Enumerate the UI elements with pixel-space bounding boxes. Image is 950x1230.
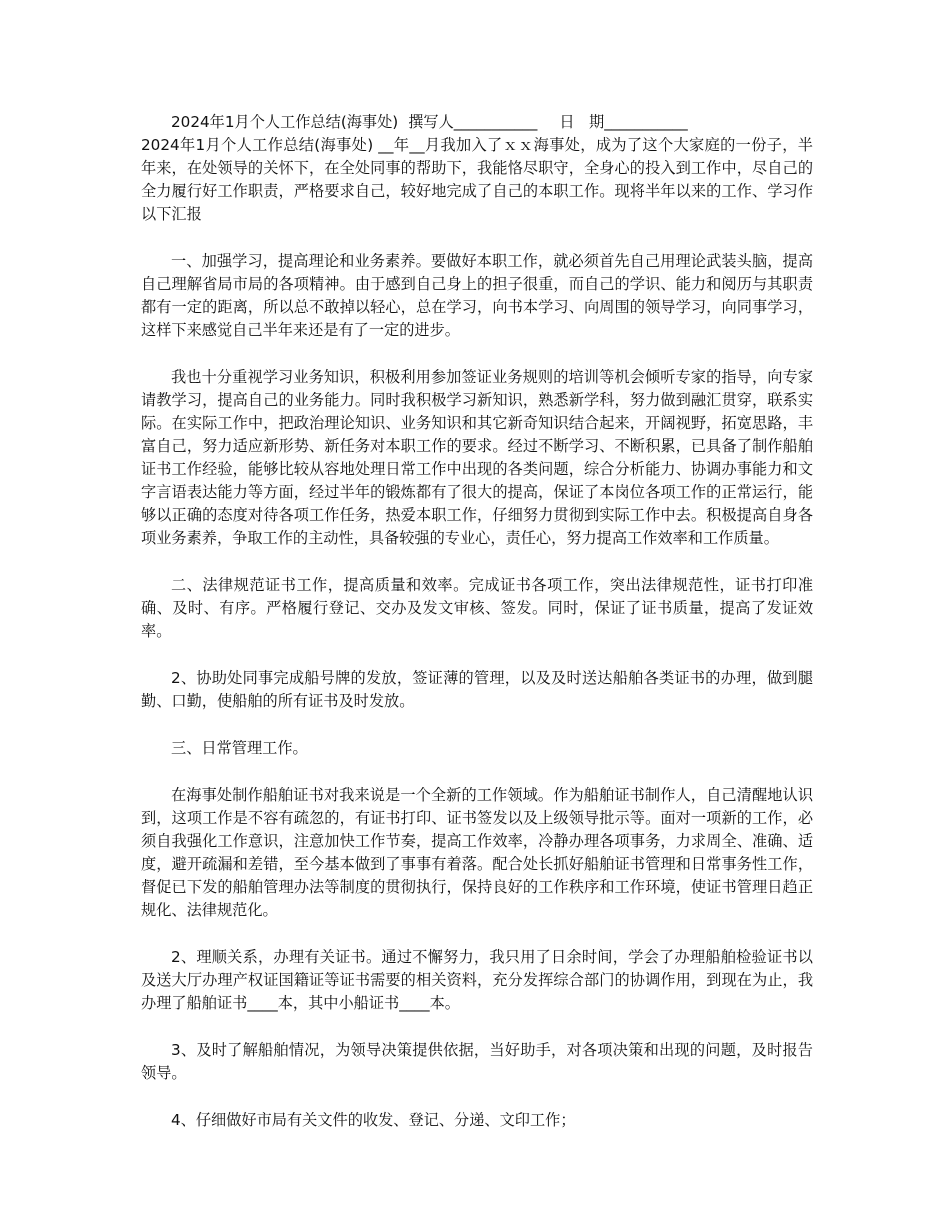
paragraph-legal-certificates: 二、法律规范证书工作，提高质量和效率。完成证书各项工作，突出法律规范性，证书打印准确、及时、有序。严格履行登记、交办及发文审核、签发。同时，保证了证书质量，提高了发证效率。 — [141, 576, 813, 640]
paragraph-study: 一、加强学习，提高理论和业务素养。要做好本职工作，就必须首先自己用理论武装头脑，提高自己理解省局市局的各项精神。由于感到自己身上的担子很重，而自己的学识、能力和阅历与其职责都有一定的距离，所以总不敢掉以轻心，总在学习，向书本学习、向周围的领导学习，向同事学习，这样下来感觉自己半年来还是有了一定的进步。 — [141, 252, 813, 339]
author-label: 撰写人 — [408, 113, 454, 131]
paragraph-ship-plates: 2、协助处同事完成船号牌的发放，签证薄的管理，以及及时送达船舶各类证书的办理，做到腿勤、口勤，使船舶的所有证书及时发放。 — [141, 669, 813, 710]
document-title: 2024年1月个人工作总结(海事处) — [171, 113, 399, 131]
intro-paragraph: 2024年1月个人工作总结(海事处) __年__月我加入了ｘｘ海事处，成为了这个大家庭的一份子，半年来，在处领导的关怀下，在全处同事的帮助下，我能恪尽职守，全身心的投入到工作中，尽自己的全力履行好工作职责，严格要求自己，较好地完成了自己的本职工作。现将半年以来的工作、学习作以下汇报 — [141, 136, 813, 223]
date-label: 日 期 — [559, 113, 605, 131]
date-blank: ___________ — [604, 113, 688, 131]
paragraph-business-knowledge: 我也十分重视学习业务知识，积极利用参加签证业务规则的培训等机会倾听专家的指导，向专家请教学习，提高自己的业务能力。同时我积极学习新知识，熟悉新学科，努力做到融汇贯穿，联系实际。在实际工作中，把政治理论知识、业务知识和其它新奇知识结合起来，开阔视野，拓宽思路，丰富自己，努力适应新形势、新任务对本职工作的要求。经过不断学习、不断积累，已具备了制作船舶证书工作经验，能够比较从容地处理日常工作中出现的各类问题，综合分析能力、协调办事能力和文字言语表达能力等方面，经过半年的锻炼都有了很大的提高，保证了本岗位各项工作的正常运行，能够以正确的态度对待各项工作任务，热爱本职工作，仔细努力贯彻到实际工作中去。积极提高自身各项业务素养，争取工作的主动性，具备较强的专业心，责任心，努力提高工作效率和工作质量。 — [141, 368, 813, 547]
paragraph-ship-info: 3、及时了解船舶情况，为领导决策提供依据，当好助手，对各项决策和出现的问题，及时报告领导。 — [141, 1041, 813, 1082]
paragraph-documents: 4、仔细做好市局有关文件的收发、登记、分递、文印工作； — [171, 1111, 576, 1129]
paragraph-relations: 2、理顺关系，办理有关证书。通过不懈努力，我只用了日余时间，学会了办理船舶检验证书以及送大厅办理产权证国籍证等证书需要的相关资料，充分发挥综合部门的协调作用，到现在为止，我办理了船舶证书____本，其中小船证书____本。 — [141, 948, 813, 1012]
paragraph-certificate-production: 在海事处制作船舶证书对我来说是一个全新的工作领域。作为船舶证书制作人，自己清醒地认识到，这项工作是不容有疏忽的，有证书打印、证书签发以及上级领导批示等。面对一项新的工作，必须自我强化工作意识，注意加快工作节奏，提高工作效率，冷静办理各项事务，力求周全、准确、适度，避开疏漏和差错，至今基本做到了事事有着落。配合处长抓好船舶证书管理和日常事务性工作，督促已下发的船舶管理办法等制度的贯彻执行，保持良好的工作秩序和工作环境，使证书管理日趋正规化、法律规范化。 — [141, 786, 813, 919]
paragraph-daily-management-heading: 三、日常管理工作。 — [171, 739, 308, 757]
document-header — [141, 111, 813, 134]
document-page — [141, 111, 813, 1132]
author-blank: ___________ — [453, 113, 538, 131]
